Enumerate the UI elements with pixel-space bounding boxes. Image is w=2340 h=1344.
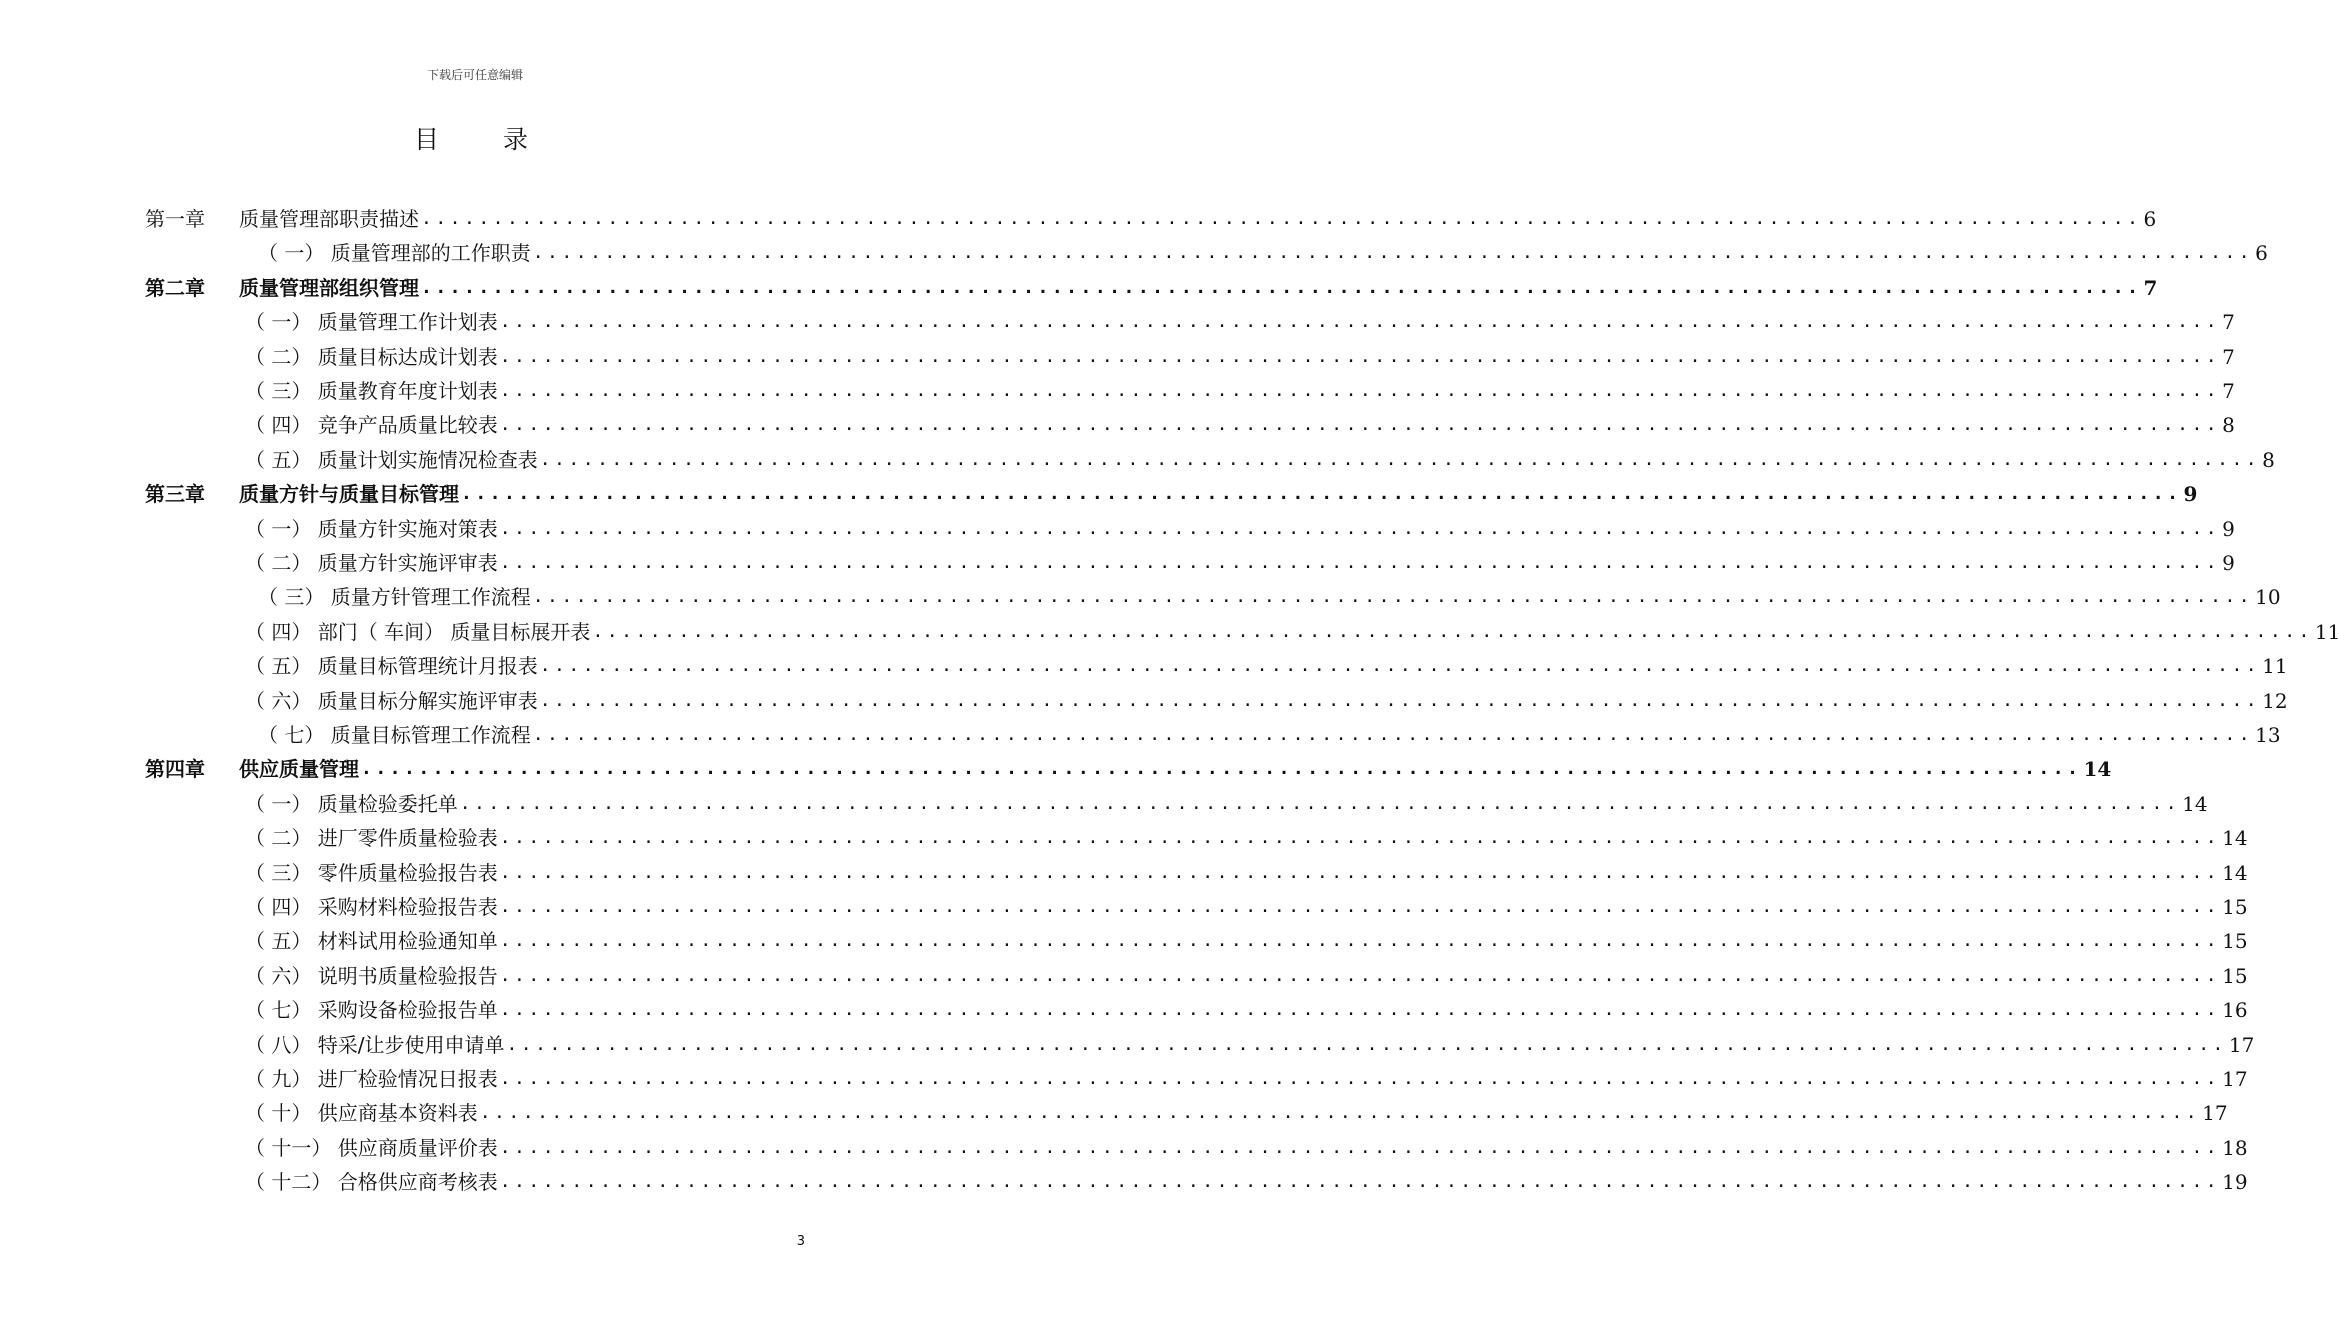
toc-leader-dots: ........................................................................................................................ — [499, 964, 2221, 986]
toc-entry-label — [245, 1063, 498, 1095]
toc-section-entry[interactable] — [245, 891, 2248, 923]
toc-entry-text: （ 一） 质量管理工作计划表 — [245, 310, 498, 335]
toc-chapter-number: 第一章 — [145, 207, 205, 231]
toc-entry-label — [245, 1166, 498, 1198]
toc-section-entry[interactable] — [245, 1097, 2228, 1129]
toc-section-entry[interactable] — [258, 581, 2281, 613]
toc-section-entry[interactable] — [258, 719, 2281, 751]
toc-leader-dots: ........................................................................................................................ — [421, 208, 2142, 229]
toc-page-number: 6 — [2255, 241, 2268, 266]
toc-section-entry[interactable] — [245, 375, 2235, 407]
toc-leader-dots: ........................................................................................................................ — [499, 345, 2221, 367]
toc-page-number: 14 — [2182, 791, 2208, 816]
toc-entry-text: （ 五） 质量目标管理统计月报表 — [245, 654, 538, 679]
toc-entry-text: （ 五） 材料试用检验通知单 — [245, 929, 498, 954]
toc-entry-text: （ 十一） 供应商质量评价表 — [245, 1135, 498, 1160]
toc-entry-text: （ 三） 零件质量检验报告表 — [245, 860, 498, 885]
toc-section-entry[interactable] — [245, 444, 2275, 476]
toc-entry-label — [245, 925, 498, 957]
toc-section-entry[interactable] — [245, 925, 2248, 957]
toc-leader-dots: ........................................................................................................................ — [532, 724, 2254, 745]
toc-entry-label — [245, 650, 538, 682]
toc-section-entry[interactable] — [245, 960, 2248, 992]
toc-entry-text: （ 五） 质量计划实施情况检查表 — [245, 447, 538, 472]
toc-leader-dots: ........................................................................................................................ — [532, 586, 2254, 608]
toc-entry-text: （ 七） 采购设备检验报告单 — [245, 998, 498, 1023]
toc-leader-dots: ........................................................................................................................ — [539, 689, 2261, 711]
toc-page-number: 15 — [2222, 963, 2248, 988]
toc-section-entry[interactable] — [245, 513, 2235, 545]
toc-leader-dots: ........................................................................................................................ — [499, 861, 2221, 883]
toc-section-entry[interactable] — [245, 822, 2248, 854]
toc-section-entry[interactable] — [245, 409, 2235, 441]
toc-entry-text: （ 三） 质量教育年度计划表 — [245, 379, 498, 403]
toc-page-number: 9 — [2222, 516, 2235, 541]
page-header: 下载后可任意编辑 — [426, 68, 523, 82]
toc-entry-label — [245, 960, 498, 992]
toc-entry-text: （ 四） 采购材料检验报告表 — [245, 895, 498, 919]
toc-entry-label — [258, 719, 531, 751]
toc-section-entry[interactable] — [245, 547, 2235, 579]
toc-chapter-number: 第二章 — [145, 275, 205, 300]
toc-page-number: 7 — [2222, 310, 2235, 335]
toc-leader-dots: ........................................................................................................................ — [499, 896, 2221, 917]
toc-page-number: 11 — [2314, 619, 2340, 644]
toc-section-entry[interactable] — [245, 994, 2248, 1026]
toc-chapter-number: 第四章 — [145, 757, 205, 782]
toc-entry-label — [245, 409, 498, 441]
toc-page-number: 15 — [2222, 929, 2248, 954]
toc-entry-label — [245, 341, 498, 373]
toc-entry-text: （ 二） 质量方针实施评审表 — [245, 551, 498, 575]
toc-entry-label — [245, 306, 498, 338]
toc-page-number: 14 — [2222, 826, 2248, 851]
toc-leader-dots: ........................................................................................................................ — [499, 1136, 2221, 1158]
toc-entry-text: 供应质量管理 — [239, 757, 359, 782]
toc-entry-label — [258, 237, 531, 269]
toc-entry-text: （ 四） 部门（ 车间） 质量目标展开表 — [245, 619, 591, 644]
toc-leader-dots: ........................................................................................................................ — [499, 380, 2221, 401]
toc-leader-dots: ........................................................................................................................ — [499, 552, 2221, 573]
toc-leader-dots: ........................................................................................................................ — [499, 517, 2221, 539]
toc-chapter-entry[interactable] — [145, 272, 2158, 304]
toc-entry-text: （ 九） 进厂检验情况日报表 — [245, 1067, 498, 1091]
toc-chapter-number: 第三章 — [145, 482, 205, 507]
toc-page-number: 7 — [2143, 275, 2158, 300]
toc-page-number: 14 — [2083, 757, 2112, 782]
toc-section-entry[interactable] — [258, 237, 2268, 269]
toc-entry-text: （ 六） 质量目标分解实施评审表 — [245, 688, 538, 713]
toc-entry-text: （ 二） 进厂零件质量检验表 — [245, 826, 498, 851]
toc-leader-dots: ........................................................................................................................ — [499, 827, 2221, 849]
toc-leader-dots: ........................................................................................................................ — [479, 1102, 2201, 1124]
toc-leader-dots: ........................................................................................................................ — [539, 448, 2261, 470]
toc-entry-label — [245, 994, 498, 1026]
toc-entry-label — [145, 203, 419, 235]
toc-entry-text: （ 一） 质量方针实施对策表 — [245, 516, 498, 541]
toc-entry-text: （ 七） 质量目标管理工作流程 — [258, 723, 531, 747]
toc-section-entry[interactable] — [245, 616, 2340, 648]
toc-entry-text: 质量管理部组织管理 — [239, 275, 419, 300]
toc-entry-label — [245, 513, 498, 545]
toc-leader-dots: ........................................................................................................................ — [506, 1033, 2227, 1055]
toc-entry-text: （ 三） 质量方针管理工作流程 — [258, 585, 531, 610]
toc-entry-label — [245, 891, 498, 923]
toc-page-number: 18 — [2222, 1135, 2248, 1160]
toc-entry-label — [245, 444, 538, 476]
toc-leader-dots: ........................................................................................................................ — [592, 620, 2313, 642]
toc-section-entry[interactable] — [245, 1063, 2248, 1095]
toc-entry-label — [245, 616, 590, 648]
toc-leader-dots: ........................................................................................................................ — [499, 1068, 2221, 1089]
toc-entry-label — [245, 822, 498, 854]
toc-leader-dots: ........................................................................................................................ — [421, 276, 2142, 298]
toc-leader-dots: ........................................................................................................................ — [539, 655, 2261, 677]
toc-section-entry[interactable] — [245, 1166, 2248, 1198]
toc-entry-text: （ 八） 特采/让步使用申请单 — [245, 1032, 505, 1057]
toc-page-number: 17 — [2222, 1067, 2248, 1091]
toc-page-number: 16 — [2222, 998, 2248, 1023]
toc-page-number: 15 — [2222, 895, 2248, 919]
toc-section-entry[interactable] — [245, 341, 2235, 373]
toc-entry-label — [245, 685, 538, 717]
toc-page-number: 9 — [2183, 482, 2198, 507]
toc-section-entry[interactable] — [245, 306, 2235, 338]
toc-entry-text: （ 二） 质量目标达成计划表 — [245, 344, 498, 369]
page-number: 3 — [796, 1234, 805, 1249]
toc-entry-text: （ 十） 供应商基本资料表 — [245, 1101, 478, 1126]
toc-leader-dots: ........................................................................................................................ — [361, 758, 2082, 780]
toc-page-number: 9 — [2222, 551, 2235, 575]
toc-section-entry[interactable] — [245, 857, 2248, 889]
toc-entry-label — [245, 1029, 504, 1061]
toc-entry-label — [145, 478, 459, 510]
toc-entry-text: 质量管理部职责描述 — [239, 207, 419, 231]
toc-leader-dots: ........................................................................................................................ — [532, 242, 2254, 264]
toc-entry-text: （ 一） 质量管理部的工作职责 — [258, 241, 531, 266]
toc-page-number: 13 — [2255, 723, 2281, 747]
toc-leader-dots: ........................................................................................................................ — [499, 930, 2221, 952]
toc-section-entry[interactable] — [245, 1132, 2248, 1164]
toc-entry-label — [258, 581, 531, 613]
toc-page-number: 12 — [2262, 688, 2288, 713]
toc-entry-label — [245, 1132, 498, 1164]
toc-page-number: 7 — [2222, 344, 2235, 369]
toc-page-number: 8 — [2262, 447, 2275, 472]
toc-leader-dots: ........................................................................................................................ — [461, 483, 2182, 505]
toc-leader-dots: ........................................................................................................................ — [499, 999, 2221, 1021]
toc-page-number: 11 — [2262, 654, 2288, 679]
toc-entry-text: 质量方针与质量目标管理 — [239, 482, 459, 507]
toc-leader-dots: ........................................................................................................................ — [499, 1171, 2221, 1193]
toc-chapter-entry[interactable] — [145, 478, 2198, 510]
toc-entry-text: （ 六） 说明书质量检验报告 — [245, 963, 498, 988]
toc-page-number: 17 — [2228, 1032, 2255, 1057]
toc-entry-label — [145, 753, 359, 785]
toc-section-entry[interactable] — [245, 1029, 2255, 1061]
toc-title: 目 录 — [414, 125, 556, 154]
toc-page-number: 8 — [2222, 413, 2235, 438]
toc-page-number: 17 — [2202, 1101, 2228, 1126]
toc-leader-dots: ........................................................................................................................ — [499, 414, 2221, 436]
toc-chapter-entry[interactable] — [145, 203, 2157, 235]
toc-page-number: 14 — [2222, 860, 2248, 885]
toc-entry-text: （ 四） 竞争产品质量比较表 — [245, 413, 498, 438]
toc-entry-text: （ 一） 质量检验委托单 — [245, 791, 458, 816]
toc-section-entry[interactable] — [245, 650, 2288, 682]
toc-leader-dots: ........................................................................................................................ — [499, 311, 2221, 333]
toc-entry-label — [245, 375, 498, 407]
toc-section-entry[interactable] — [245, 685, 2288, 717]
toc-entry-label — [145, 272, 419, 304]
toc-leader-dots: ........................................................................................................................ — [459, 792, 2181, 814]
toc-section-entry[interactable] — [245, 788, 2208, 820]
toc-page-number: 6 — [2143, 207, 2157, 231]
toc-page-number: 19 — [2222, 1170, 2248, 1195]
toc-entry-label — [245, 1097, 478, 1129]
toc-page-number: 7 — [2222, 379, 2235, 403]
toc-entry-label — [245, 547, 498, 579]
toc-entry-label — [245, 857, 498, 889]
toc-entry-label — [245, 788, 458, 820]
toc-entry-text: （ 十二） 合格供应商考核表 — [245, 1170, 498, 1195]
toc-page-number: 10 — [2255, 585, 2281, 610]
toc-chapter-entry[interactable] — [145, 753, 2112, 785]
